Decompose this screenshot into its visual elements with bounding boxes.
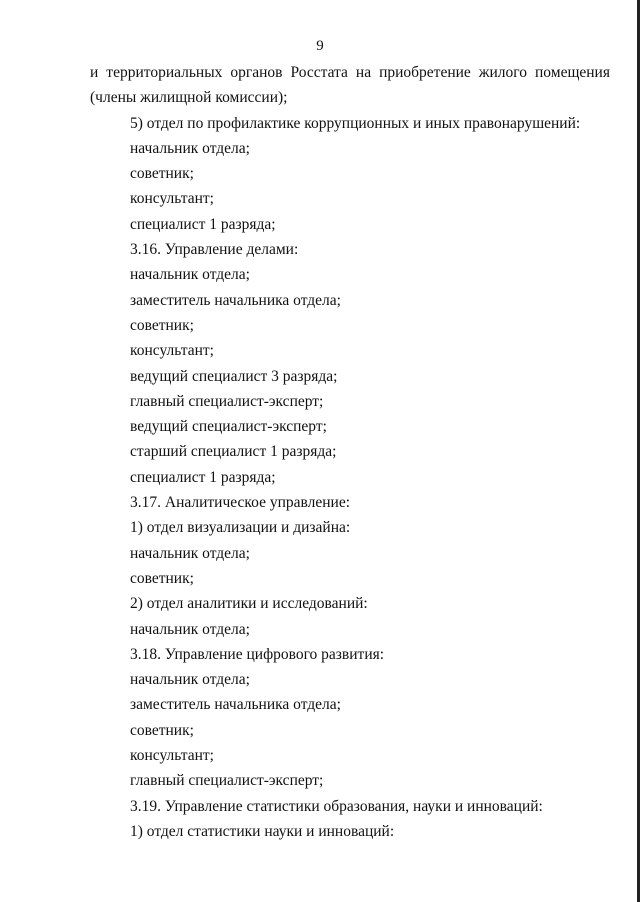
section-heading-3-17: 3.17. Аналитическое управление: — [130, 494, 351, 512]
subsection-heading: 1) отдел визуализации и дизайна: — [130, 519, 351, 537]
document-body — [90, 60, 610, 844]
list-item: специалист 1 разряда; — [130, 215, 276, 233]
section-heading-3-16: 3.16. Управление делами: — [130, 241, 299, 259]
list-item: начальник отдела; — [130, 139, 250, 157]
list-item: заместитель начальника отдела; — [130, 696, 341, 714]
list-item: ведущий специалист-эксперт; — [130, 418, 327, 436]
list-item: консультант; — [130, 190, 214, 208]
list-item: консультант; — [130, 747, 214, 765]
list-item: главный специалист-эксперт; — [130, 772, 324, 790]
list-item: главный специалист-эксперт; — [130, 392, 324, 410]
subsection-heading: 1) отдел статистики науки и инноваций: — [130, 822, 395, 840]
list-item: начальник отдела; — [130, 544, 250, 562]
list-item-dept-5: 5) отдел по профилактике коррупционных и иных правонарушений: — [130, 114, 581, 132]
intro-line-2: (члены жилищной комиссии); — [90, 89, 288, 107]
list-item: заместитель начальника отдела; — [130, 291, 341, 309]
intro-line-1: и территориальных органов Росстата на приобретение жилого помещения — [90, 64, 610, 81]
list-item: ведущий специалист 3 разряда; — [130, 367, 338, 385]
list-item: начальник отдела; — [130, 266, 250, 284]
list-item: старший специалист 1 разряда; — [130, 443, 337, 461]
list-item: специалист 1 разряда; — [130, 468, 276, 486]
list-item: советник; — [130, 569, 194, 587]
section-heading-3-19: 3.19. Управление статистики образования, науки и инноваций: — [130, 797, 543, 815]
list-item: начальник отдела; — [130, 671, 250, 689]
list-item: консультант; — [130, 342, 214, 360]
subsection-heading: 2) отдел аналитики и исследований: — [130, 595, 368, 613]
list-item: советник; — [130, 721, 194, 739]
list-item: советник; — [130, 316, 194, 334]
page-number: 9 — [316, 38, 324, 54]
section-heading-3-18: 3.18. Управление цифрового развития: — [130, 645, 385, 663]
list-item: начальник отдела; — [130, 620, 250, 638]
list-item: советник; — [130, 165, 194, 183]
